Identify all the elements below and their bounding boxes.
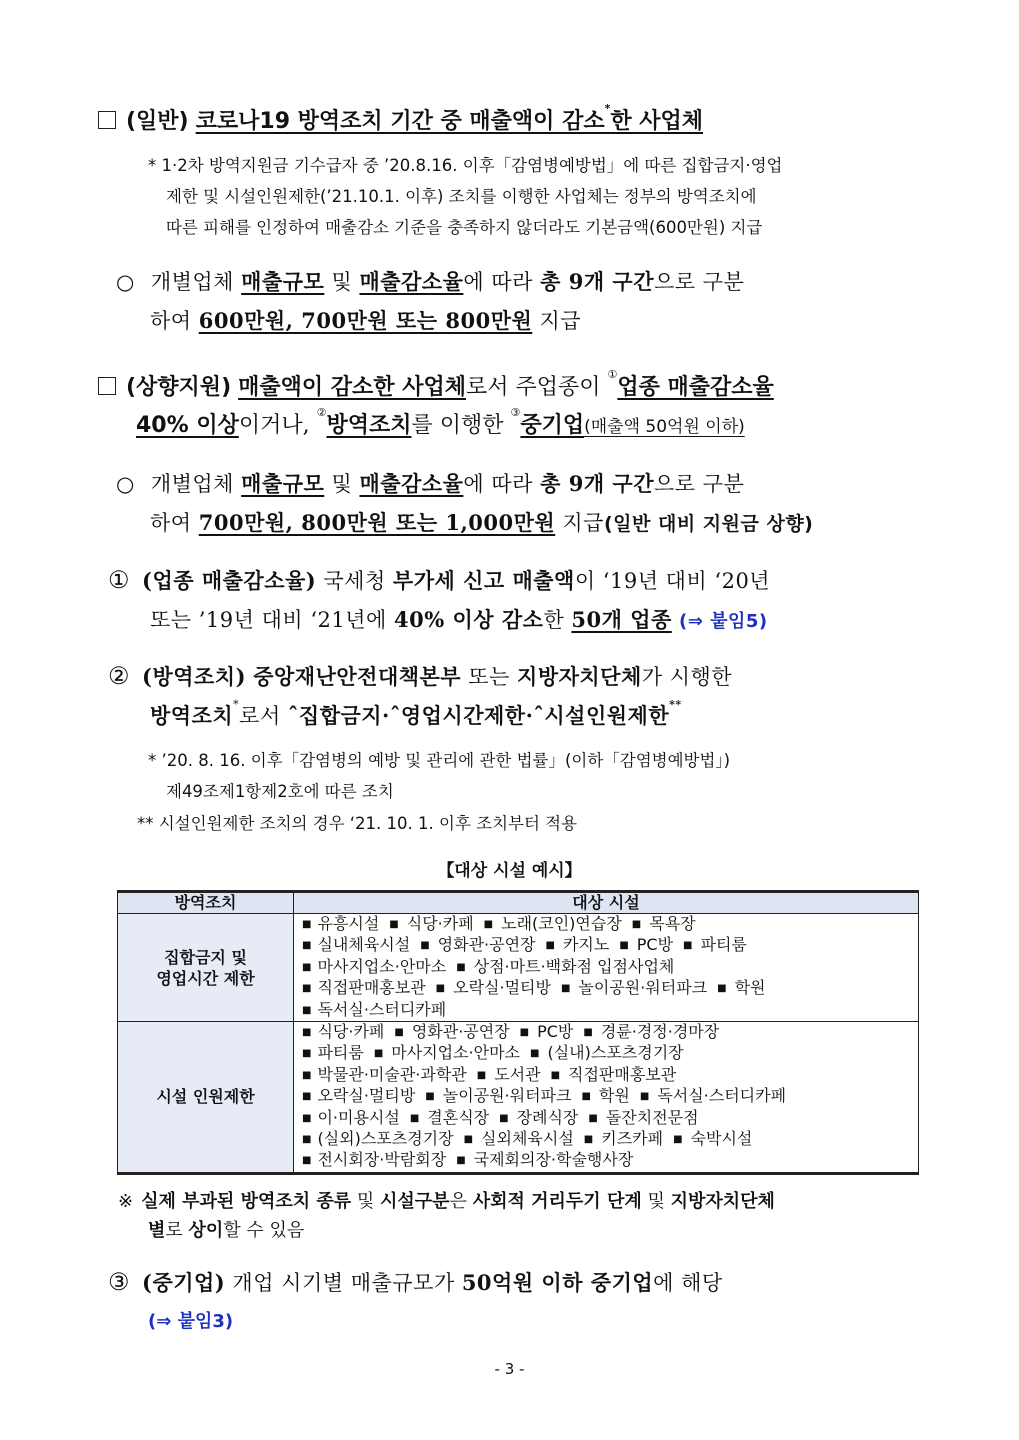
attachment-5-link[interactable]: (⇒ 붙임5) — [679, 611, 768, 632]
table-header: 대상 시설 — [294, 892, 919, 914]
square-bullet-icon: ■ — [583, 1027, 593, 1039]
facility-item: 놀이공원·워터파크 — [578, 978, 708, 998]
facility-item: 카지노 — [562, 935, 610, 955]
point-1-line: ① (업종 매출감소율) 국세청 부가세 신고 매출액이 ‘19년 대비 ‘20년 — [108, 566, 771, 594]
facility-item: 국제회의장·학술행사장 — [473, 1150, 634, 1170]
square-bullet-icon: ■ — [583, 1134, 594, 1146]
facility-item: 독서실·스터디카페 — [657, 1086, 787, 1106]
square-bullet-icon: ■ — [619, 940, 629, 952]
facility-item: 상점·마트·백화점 입점사업체 — [473, 956, 675, 976]
facility-line — [302, 914, 918, 935]
square-bullet-icon: ■ — [456, 961, 466, 973]
square-bullet-icon: ■ — [483, 919, 494, 930]
facility-list-cell — [294, 1022, 919, 1174]
page-number: - 3 - — [494, 1360, 525, 1378]
square-bullet-icon: ■ — [639, 1091, 650, 1103]
facility-item: 목욕장 — [649, 914, 696, 933]
table-caption: 【대상 시설 예시】 — [437, 861, 582, 881]
square-bullet-icon: ■ — [550, 1069, 561, 1081]
facility-item: 숙박시설 — [690, 1129, 753, 1149]
square-bullet-icon: ■ — [420, 940, 430, 952]
square-bullet-icon: ■ — [302, 1069, 312, 1081]
facility-item: 실외체육시설 — [481, 1129, 574, 1149]
square-bullet-icon: ■ — [389, 919, 399, 930]
square-bullet-icon: ■ — [302, 983, 312, 995]
facility-line — [302, 1022, 918, 1043]
square-bullet-icon: ■ — [302, 1134, 312, 1146]
table-header: 방역조치 — [118, 892, 294, 914]
facility-item: 전시회장·박람회장 — [317, 1150, 447, 1170]
facility-item: 직접판매홍보관 — [568, 1064, 677, 1084]
square-bullet-icon: ■ — [302, 961, 312, 973]
facility-item: 마사지업소·안마소 — [391, 1043, 521, 1063]
square-bullet-icon: ■ — [581, 1091, 591, 1103]
point-3-line: ③ (중기업) 개업 시기별 매출규모가 50억원 이하 중기업에 해당 — [108, 1268, 723, 1296]
facility-line — [302, 1108, 918, 1129]
bullet-line-2: 하여 700만원, 800만원 또는 1,000만원 지급(일반 대비 지원금 상향) — [150, 510, 814, 535]
facility-line — [302, 1043, 918, 1064]
facility-item: 파티룸 — [700, 935, 747, 955]
note-line: 제한 및 시설인원제한(’21.10.1. 이후) 조치를 이행한 사업체는 정부의 방역조치에 — [166, 187, 757, 206]
facility-item: 독서실·스터디카페 — [317, 999, 447, 1019]
square-bullet-icon: ■ — [476, 1069, 487, 1081]
square-bullet-icon: ■ — [425, 1091, 435, 1103]
square-bullet-icon: ■ — [394, 1027, 404, 1039]
section-general-heading — [98, 104, 703, 135]
note-line: 제49조제1항제2호에 따른 조치 — [166, 782, 394, 801]
point-2-line: ② (방역조치) 중앙재난안전대책본부 또는 지방자치단체가 시행한 — [108, 662, 733, 690]
facility-item: 놀이공원·워터파크 — [442, 1086, 572, 1106]
point-2-line-2: 방역조치*로서 ˆ집합금지·ˆ영업시간제한·ˆ시설인원제한** — [150, 698, 682, 728]
category-cell: 집합금지 및 영업시간 제한 — [118, 914, 294, 1022]
facility-item: 도서관 — [494, 1064, 541, 1084]
facility-item: 실내체육시설 — [317, 935, 411, 955]
point-1-line-2: 또는 ’19년 대비 ‘21년에 40% 이상 감소한 50개 업종 (⇒ 붙임5) — [150, 607, 768, 632]
facility-line — [302, 978, 918, 999]
note-line: * 1·2차 방역지원금 기수급자 중 ’20.8.16. 이후「감염병예방법」에 따른 집합금지·영업 — [148, 156, 783, 175]
checkbox-icon — [98, 111, 116, 129]
facility-item: 식당·카페 — [406, 914, 474, 933]
category-cell: 시설 인원제한 — [118, 1022, 294, 1174]
facility-item: 학원 — [598, 1086, 630, 1106]
remark-line-2: 별로 상이할 수 있음 — [148, 1220, 305, 1241]
square-bullet-icon: ■ — [717, 983, 727, 995]
facility-item: 직접판매홍보관 — [317, 978, 426, 998]
facility-item: 식당·카페 — [317, 1022, 385, 1042]
square-bullet-icon: ■ — [519, 1027, 530, 1039]
square-bullet-icon: ■ — [302, 1112, 312, 1124]
facility-item: 노래(코인)연습장 — [501, 914, 622, 933]
facility-line — [302, 935, 918, 956]
facility-item: 키즈카페 — [601, 1129, 664, 1149]
bullet-line: ○ 개별업체 매출규모 및 매출감소율에 따라 총 9개 구간으로 구분 — [116, 269, 745, 294]
square-bullet-icon: ■ — [302, 1155, 312, 1167]
heading-underlined: 코로나19 방역조치 기간 중 매출액이 감소*한 사업체 — [195, 102, 704, 134]
square-bullet-icon: ■ — [631, 919, 642, 930]
square-bullet-icon: ■ — [302, 1027, 312, 1039]
facility-item: 오락실·멀티방 — [453, 978, 551, 998]
checkbox-icon — [98, 377, 116, 395]
square-bullet-icon: ■ — [409, 1112, 420, 1124]
facility-line — [302, 1065, 918, 1086]
square-bullet-icon: ■ — [545, 940, 555, 952]
facility-item: 결혼식장 — [427, 1107, 490, 1127]
square-bullet-icon: ■ — [463, 1134, 474, 1146]
square-bullet-icon: ■ — [530, 1048, 540, 1060]
note-line: * ’20. 8. 16. 이후「감염병의 예방 및 관리에 관한 법률」(이하「감염병예방법」) — [148, 751, 731, 770]
facility-line — [302, 1000, 918, 1021]
square-bullet-icon: ■ — [302, 1004, 312, 1016]
remark-line: ※ 실제 부과된 방역조치 종류 및 시설구분은 사회적 거리두기 단계 및 지방자치단체 — [118, 1191, 775, 1212]
facility-item: (실내)스포츠경기장 — [547, 1043, 684, 1063]
facility-item: 학원 — [734, 978, 766, 998]
square-bullet-icon: ■ — [588, 1112, 598, 1124]
section-upgrade-heading-2: 40% 이상이거나, ②방역조치를 이행한 ③중기업(매출액 50억원 이하) — [136, 406, 745, 438]
section-upgrade-heading: (상향지원) 매출액이 감소한 사업체로서 주업종이 ①업종 매출감소율 — [98, 370, 774, 401]
facility-item: 유흥시설 — [317, 914, 380, 933]
square-bullet-icon: ■ — [302, 940, 312, 952]
square-bullet-icon: ■ — [560, 983, 571, 995]
facility-line — [302, 1086, 918, 1107]
square-bullet-icon: ■ — [302, 1091, 312, 1103]
heading-tag: (일반) — [126, 109, 189, 134]
facility-item: 오락실·멀티방 — [317, 1086, 416, 1106]
square-bullet-icon: ■ — [373, 1048, 384, 1060]
facility-list-cell — [294, 914, 919, 1022]
square-bullet-icon: ■ — [302, 1048, 312, 1060]
square-bullet-icon: ■ — [673, 1134, 683, 1146]
facility-item: 영화관·공연장 — [411, 1022, 510, 1042]
facility-item: 돌잔치전문점 — [605, 1107, 699, 1127]
facility-item: (실외)스포츠경기장 — [317, 1129, 454, 1149]
facility-item: 박물관·미술관·과학관 — [317, 1064, 467, 1084]
note-line: ** 시설인원제한 조치의 경우 ‘21. 10. 1. 이후 조치부터 적용 — [137, 814, 578, 833]
square-bullet-icon: ■ — [456, 1155, 466, 1167]
facility-item: PC방 — [636, 935, 674, 955]
facility-item: 장례식장 — [516, 1107, 579, 1127]
facility-item: 영화관·공연장 — [437, 935, 536, 955]
facility-item: 이·미용시설 — [317, 1107, 400, 1127]
square-bullet-icon: ■ — [499, 1112, 509, 1124]
attachment-3-link[interactable]: (⇒ 붙임3) — [148, 1311, 234, 1332]
facility-line — [302, 1129, 918, 1150]
facility-item: 마사지업소·안마소 — [317, 956, 447, 976]
facility-item: 경륜·경정·경마장 — [600, 1022, 720, 1042]
facility-line — [302, 1150, 918, 1171]
square-bullet-icon: ■ — [683, 940, 693, 952]
note-line: 따른 피해를 인정하여 매출감소 기준을 충족하지 않더라도 기본금액(600만원) 지급 — [166, 218, 763, 237]
facility-line — [302, 957, 918, 978]
bullet-line: ○ 개별업체 매출규모 및 매출감소율에 따라 총 9개 구간으로 구분 — [116, 471, 745, 496]
facility-item: 파티룸 — [317, 1043, 364, 1063]
square-bullet-icon: ■ — [302, 919, 312, 930]
facility-table — [117, 890, 919, 1175]
facility-item: PC방 — [537, 1022, 574, 1042]
square-bullet-icon: ■ — [435, 983, 446, 995]
bullet-line-2: 하여 600만원, 700만원 또는 800만원 지급 — [150, 308, 582, 333]
